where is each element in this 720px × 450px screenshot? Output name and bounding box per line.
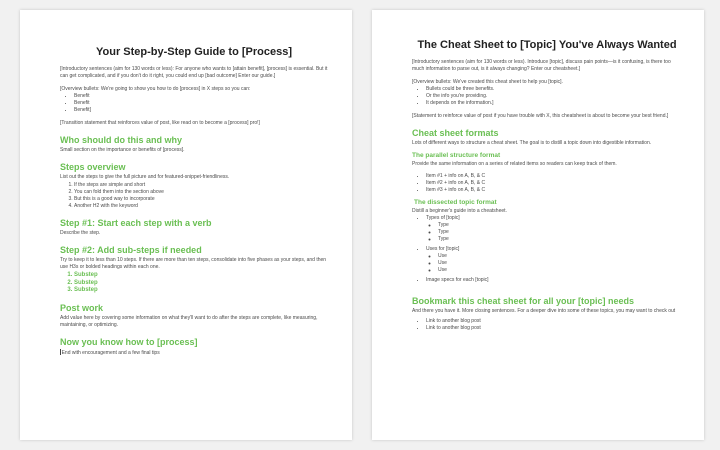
- list-item: 4. Another H2 with the keyword: [74, 203, 328, 210]
- types-sublist: [426, 222, 682, 243]
- list-item: • Types of [topic] ◦ Type ◦ Type ◦ Type: [426, 215, 682, 243]
- section-heading: Bookmark this cheat sheet for all your [topic] needs: [412, 296, 635, 306]
- list-item: • Item #3 + info on A, B, & C: [426, 187, 682, 194]
- section-text: And there you have it. More closing sentences. For a deeper dive into some of these topics, you may want to check out: [412, 308, 676, 314]
- section-text: Try to keep it to less than 10 steps. If there are more than ten steps, consolidate into five phases as your steps, and then use H3s or bolded headings within each one.: [60, 257, 327, 270]
- overview-paragraph: [Overview bullets: We've created this cheat sheet to help you [topic].: [412, 79, 563, 85]
- list-item: • Benefit]: [74, 107, 328, 114]
- list-item: 3. But this is a good way to incorporate: [74, 196, 328, 203]
- list-item: ◦ Type: [438, 222, 682, 229]
- subsection-heading: The parallel structure format: [412, 152, 501, 159]
- uses-sublist: [426, 253, 682, 274]
- list-item: • Link to another blog post: [426, 325, 682, 332]
- document-page-step-guide: [20, 10, 352, 440]
- list-item: • Link to another blog post: [426, 318, 682, 325]
- benefits-list: [60, 93, 328, 114]
- text-cursor: [60, 349, 61, 355]
- section-heading: Cheat sheet formats: [412, 128, 499, 138]
- intro-paragraph: [Introductory sentences (aim for 130 words or less): For anyone who wants to [attain benefit], [process] is essential. But it can get complicated, and if you don't do it right, you could end up [bad outcome] Enter our guide.]: [60, 66, 328, 79]
- list-item: ◦ Use: [438, 260, 682, 267]
- page-title: Your Step-by-Step Guide to [Process]: [96, 46, 292, 58]
- links-list: [412, 318, 682, 332]
- list-item: 3. Substep: [74, 287, 328, 295]
- list-item: ◦ Use: [438, 253, 682, 260]
- list-item: • Item #2 + info on A, B, & C: [426, 180, 682, 187]
- closing-text: End with encouragement and a few final tips: [61, 349, 160, 356]
- section-heading: Post work: [60, 302, 104, 313]
- section-heading: Steps overview: [60, 162, 126, 172]
- section-text: Add value here by covering some information on what they'll want to do after the steps are complete, like measuring, maintaining, or optimizing.: [60, 314, 318, 328]
- list-item: 2. Substep: [74, 280, 328, 288]
- section-text: Provide the same information on a series of related items so readers can keep track of them.: [412, 161, 617, 167]
- list-item: • Image specs for each [topic]: [426, 277, 682, 284]
- dissected-list: [412, 215, 682, 284]
- section-text: Describe the step.: [60, 230, 101, 236]
- section-heading: Who should do this and why: [60, 135, 182, 145]
- section-heading: Step #2: Add sub-steps if needed: [60, 245, 202, 255]
- list-item: ◦ Type: [438, 229, 682, 236]
- transition-paragraph: [Transition statement that reinforces value of post, like read on to become a [process] pro!]: [60, 120, 260, 126]
- parallel-items-list: [412, 173, 682, 194]
- list-item: • Uses for [topic] ◦ Use ◦ Use ◦ Use: [426, 246, 682, 274]
- list-item: • Item #1 + info on A, B, & C: [426, 173, 682, 180]
- intro-paragraph: [Introductory sentences (aim for 130 words or less). Introduce [topic], discuss pain points—is it confusing, is there too much information to parse out, is it always changing? Enter our cheatsheet.]: [412, 59, 671, 72]
- document-page-cheat-sheet: [372, 10, 704, 440]
- subsection-heading: The dissected topic format: [414, 199, 497, 206]
- list-item: 2. You can fold them into the section above: [74, 189, 328, 196]
- list-item: • It depends on the information.]: [426, 100, 682, 107]
- steps-list: [60, 182, 328, 210]
- list-item: ◦ Use: [438, 267, 682, 274]
- substeps-list: [60, 272, 328, 295]
- list-item: • Benefit: [74, 100, 328, 107]
- section-text: List out the steps to give the full picture and for featured-snippet-friendliness.: [60, 174, 230, 180]
- list-item: • Or the info you're providing.: [426, 93, 682, 100]
- statement-paragraph: [Statement to reinforce value of post if you have trouble with X, this cheatsheet is about to become your best friend.]: [412, 113, 669, 119]
- overview-paragraph: [Overview bullets: We're going to show you how to do [process] in X steps so you can:: [60, 86, 251, 92]
- list-item: • Bullets could be three benefits.: [426, 86, 682, 93]
- section-text: Small section on the importance or benefits of [process].: [60, 147, 185, 153]
- section-heading: Step #1: Start each step with a verb: [60, 218, 212, 228]
- list-item: ◦ Type: [438, 236, 682, 243]
- section-heading: Now you know how to [process]: [60, 336, 198, 347]
- section-text: Lots of different ways to structure a cheat sheet. The goal is to distill a topic down into digestible information.: [412, 140, 652, 146]
- list-item: • Benefit: [74, 93, 328, 100]
- list-item: 1. If the steps are simple and short: [74, 182, 328, 189]
- page-title: The Cheat Sheet to [Topic] You've Always Wanted: [417, 39, 677, 51]
- list-item: 1. Substep: [74, 272, 328, 280]
- overview-list: [412, 86, 682, 107]
- section-text: Distill a beginner's guide into a cheatsheet.: [412, 208, 507, 214]
